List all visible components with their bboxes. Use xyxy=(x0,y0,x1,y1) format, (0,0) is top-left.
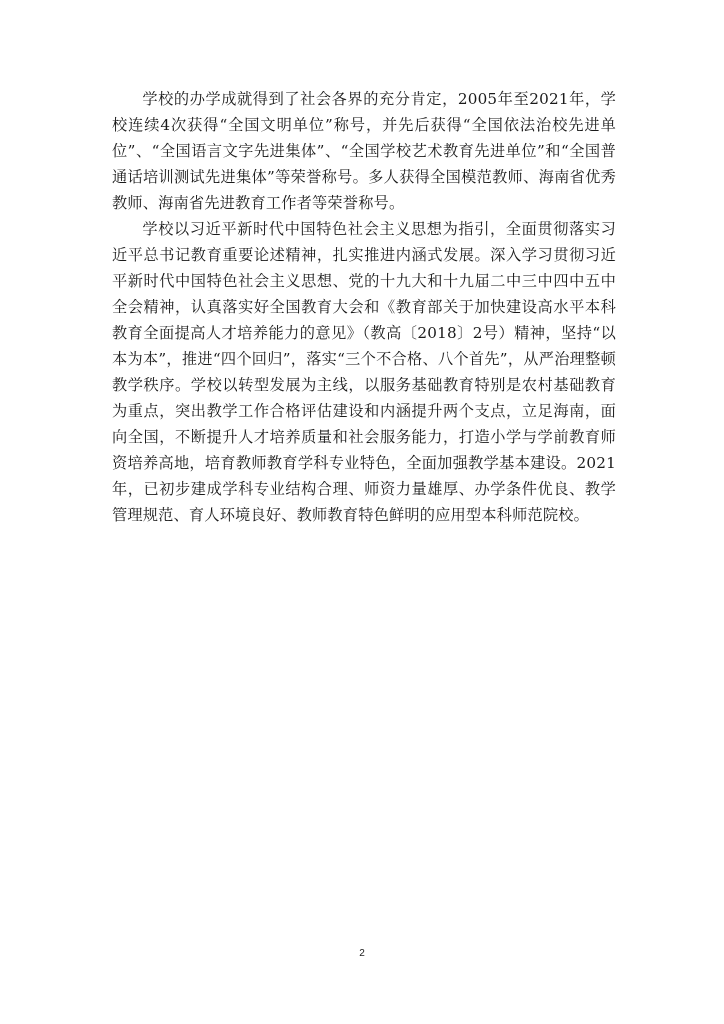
paragraph-development: 学校以习近平新时代中国特色社会主义思想为指引，全面贯彻落实习近平总书记教育重要论述精神，扎实推进内涵式发展。深入学习贯彻习近平新时代中国特色社会主义思想、党的十九大和十九届二中三中四中五中全会精神，认真落实好全国教育大会和《教育部关于加快建设高水平本科教育全面提高人才培养能力的意见》（教高〔2018〕2号）精神，坚持“以本为本”，推进“四个回归”，落实“三个不合格、八个首先”，从严治理整顿教学秩序。学校以转型发展为主线，以服务基础教育特别是农村基础教育为重点，突出教学工作合格评估建设和内涵提升两个支点，立足海南，面向全国，不断提升人才培养质量和社会服务能力，打造小学与学前教育师资培养高地，培育教师教育学科专业特色，全面加强教学基本建设。2021年，已初步建成学科专业结构合理、师资力量雄厚、办学条件优良、教学管理规范、育人环境良好、教师教育特色鲜明的应用型本科师范院校。 xyxy=(112,220,616,524)
document-body xyxy=(112,86,616,528)
paragraph-achievements: 学校的办学成就得到了社会各界的充分肯定，2005年至2021年，学校连续4次获得“全国文明单位”称号，并先后获得“全国依法治校先进单位”、“全国语言文字先进集体”、“全国学校艺术教育先进单位”和“全国普通话培训测试先进集体”等荣誉称号。多人获得全国模范教师、海南省优秀教师、海南省先进教育工作者等荣誉称号。 xyxy=(112,90,616,212)
page-number: 2 xyxy=(359,948,365,959)
